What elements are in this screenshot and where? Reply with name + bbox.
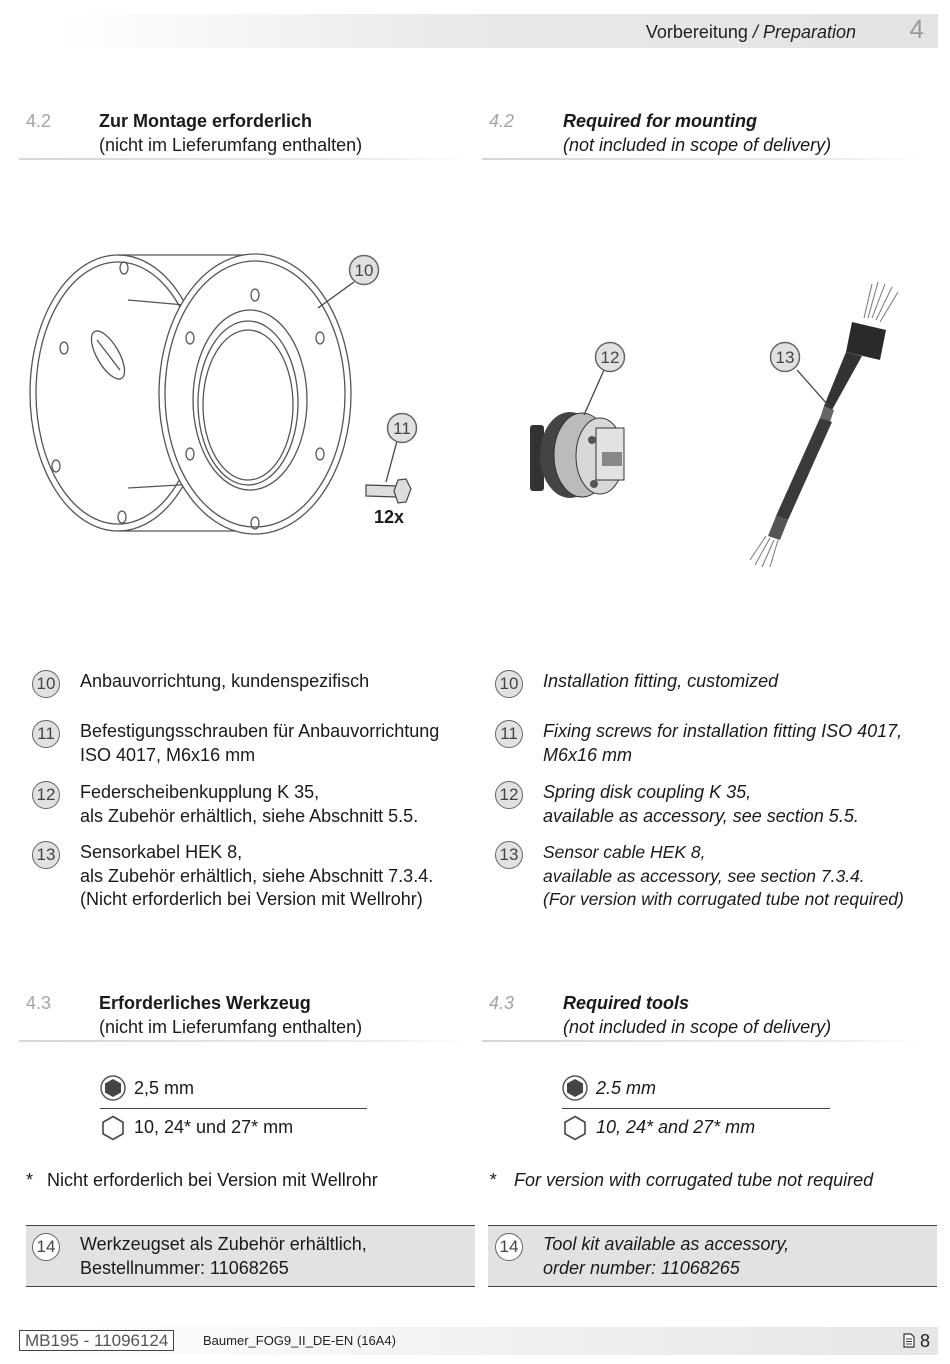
footer-doc-number: MB195 - 11096124 (19, 1330, 174, 1351)
item-badge-12-en: 12 (495, 781, 523, 809)
item-12-en-line-2: available as accessory, see section 5.5. (543, 805, 859, 826)
tool-wrench-de: 10, 24* und 27* mm (134, 1117, 294, 1137)
callout-11-label: 11 (393, 419, 411, 438)
wrench-hex-icon-en (562, 1115, 588, 1141)
toolkit-en-line-2: order number: 11068265 (543, 1257, 740, 1278)
item-10-de (80, 670, 369, 694)
section-title-en: Required for mounting (563, 111, 757, 131)
sensor-cable-drawing (750, 282, 898, 567)
header-title-en: Preparation (762, 22, 856, 42)
note-en: For version with corrugated tube not required (514, 1170, 874, 1190)
section-subtitle-en: (not included in scope of delivery) (563, 135, 832, 155)
callout-12-label: 12 (600, 348, 620, 367)
item-11-en (543, 720, 902, 767)
footer-page-number: 8 (919, 1331, 930, 1351)
note-mark-de: * (26, 1170, 34, 1190)
item-10-en (543, 670, 778, 694)
note-mark-en: * (489, 1170, 497, 1190)
item-badge-13-en: 13 (495, 841, 523, 869)
item-13-en-line-1: Sensor cable HEK 8, (543, 842, 706, 862)
screw-quantity-label: 12x (373, 507, 405, 527)
toolkit-en-line-1: Tool kit available as accessory, (543, 1234, 790, 1254)
item-13-de-line-3: (Nicht erforderlich bei Version mit Wellrohr) (80, 889, 423, 909)
item-12-de-line-2: als Zubehör erhältlich, siehe Abschnitt 5.5. (80, 805, 419, 826)
toolkit-text-en (543, 1233, 789, 1280)
item-11-en-line-1: Fixing screws for installation fitting ISO 4017, (543, 721, 903, 741)
item-12-de-line-1: Federscheibenkupplung K 35, (80, 782, 320, 802)
tool-wrench-en: 10, 24* and 27* mm (596, 1117, 756, 1137)
section-rule-de (19, 158, 469, 160)
item-13-en-line-2: available as accessory, see section 7.3.4. (543, 865, 865, 886)
item-13-de-line-1: Sensorkabel HEK 8, (80, 842, 243, 862)
page-icon (903, 1333, 915, 1348)
footer-file-name: Baumer_FOG9_II_DE-EN (16A4) (203, 1333, 396, 1348)
item-badge-11-en: 11 (495, 720, 523, 748)
section-rule-en (482, 158, 922, 160)
item-12-en (543, 781, 859, 828)
item-12-de (80, 781, 418, 828)
item-13-de-line-2: als Zubehör erhältlich, siehe Abschnitt 7.3.4. (80, 865, 434, 886)
section-43-subtitle-en: (not included in scope of delivery) (563, 1017, 832, 1037)
section-43-rule-en (482, 1040, 922, 1042)
callout-10-label: 10 (354, 261, 374, 280)
hex-key-icon-en (562, 1075, 588, 1101)
toolkit-badge-en: 14 (495, 1233, 523, 1261)
note-de: Nicht erforderlich bei Version mit Wellrohr (47, 1170, 378, 1190)
section-43-title-de: Erforderliches Werkzeug (99, 993, 311, 1013)
item-11-de (80, 720, 439, 767)
section-title-de: Zur Montage erforderlich (99, 111, 313, 131)
section-subtitle-de: (nicht im Lieferumfang enthalten) (99, 135, 363, 155)
toolkit-badge-de: 14 (32, 1233, 60, 1261)
item-badge-13-de: 13 (32, 841, 60, 869)
hex-key-icon-de (100, 1075, 126, 1101)
item-12-en-line-1: Spring disk coupling K 35, (543, 782, 752, 802)
item-11-de-line-2: ISO 4017, M6x16 mm (80, 744, 256, 765)
callout-badge-13 (771, 343, 800, 372)
mounting-parts-illustration (0, 200, 950, 600)
item-13-en-line-3: (For version with corrugated tube not required) (543, 889, 904, 909)
chapter-number: 4 (909, 14, 924, 44)
footer-page (903, 1331, 930, 1352)
item-badge-12-de: 12 (32, 781, 60, 809)
header-separator: / (752, 22, 758, 42)
item-badge-10-de: 10 (32, 670, 60, 698)
toolkit-de-line-1: Werkzeugset als Zubehör erhältlich, (80, 1234, 367, 1254)
header-title-de: Vorbereitung (645, 22, 748, 42)
item-10-de-line-1: Anbauvorrichtung, kundenspezifisch (80, 671, 370, 691)
section-number-en: 4.2 (489, 111, 515, 131)
tool-separator-en (562, 1108, 830, 1109)
section-43-title-en: Required tools (563, 993, 690, 1013)
section-number-de: 4.2 (26, 111, 52, 131)
installation-fitting-drawing (30, 254, 351, 534)
callout-badge-12 (596, 343, 625, 372)
wrench-hex-icon-de (100, 1115, 126, 1141)
header-title (646, 22, 856, 43)
callout-badge-10 (350, 256, 379, 285)
item-13-de (80, 841, 433, 912)
callout-badge-11 (388, 414, 417, 443)
section-43-number-en: 4.3 (489, 993, 515, 1013)
item-badge-11-de: 11 (32, 720, 60, 748)
section-43-number-de: 4.3 (26, 993, 52, 1013)
coupling-drawing (530, 412, 624, 498)
tool-hex-key-de: 2,5 mm (134, 1078, 195, 1098)
toolkit-text-de (80, 1233, 367, 1280)
tool-hex-key-en: 2.5 mm (596, 1078, 657, 1098)
section-43-subtitle-de: (nicht im Lieferumfang enthalten) (99, 1017, 363, 1037)
item-11-de-line-1: Befestigungsschrauben für Anbauvorrichtung (80, 721, 440, 741)
item-11-en-line-2: M6x16 mm (543, 744, 633, 765)
section-43-rule-de (19, 1040, 469, 1042)
item-10-en-line-1: Installation fitting, customized (543, 671, 779, 691)
item-13-en (543, 841, 904, 912)
screw-drawing (366, 479, 411, 503)
item-badge-10-en: 10 (495, 670, 523, 698)
toolkit-de-line-2: Bestellnummer: 11068265 (80, 1257, 289, 1278)
tool-separator-de (100, 1108, 367, 1109)
callout-13-label: 13 (775, 348, 795, 367)
